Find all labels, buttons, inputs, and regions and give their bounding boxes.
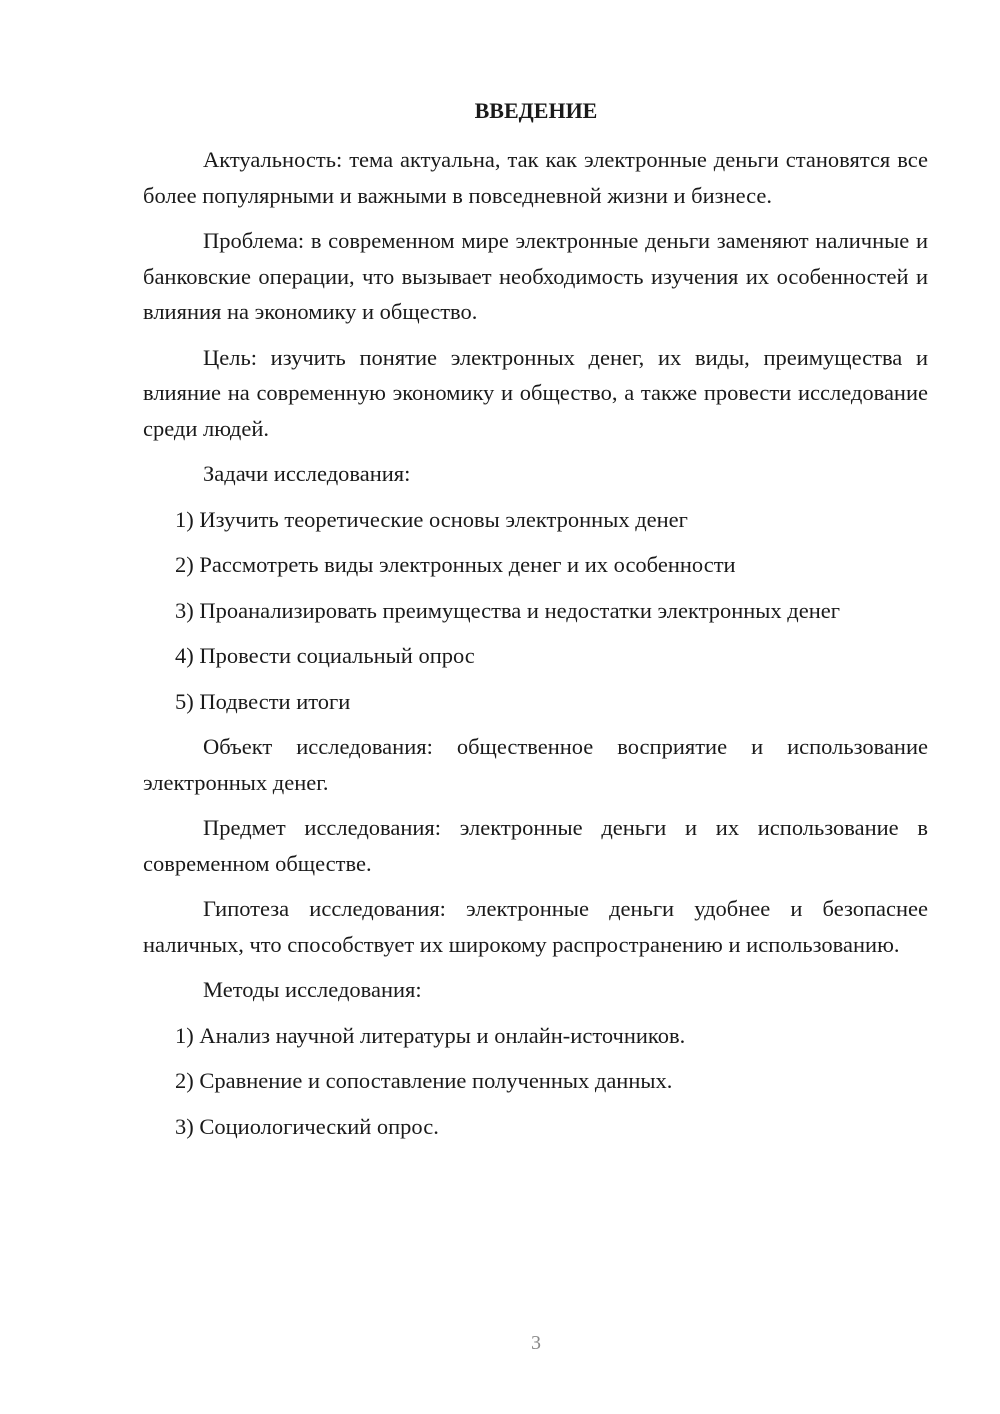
methods-heading: Методы исследования:: [203, 977, 422, 1002]
document-body: [143, 142, 928, 1154]
section-title: ВВЕДЕНИЕ: [474, 98, 598, 123]
object-paragraph: Объект исследования: общественное восприятие и использование электронных денег.: [143, 734, 928, 795]
method-item: 3) Социологический опрос.: [175, 1113, 439, 1139]
task-item: 5) Подвести итоги: [175, 688, 351, 714]
task-item: 3) Проанализировать преимущества и недостатки электронных денег: [175, 597, 840, 623]
page-number: 3: [531, 1332, 541, 1354]
method-item: 1) Анализ научной литературы и онлайн-источников.: [175, 1022, 686, 1048]
relevance-paragraph: Актуальность: тема актуальна, так как электронные деньги становятся все более популярными и важными в повседневной жизни и бизнесе.: [143, 147, 928, 208]
task-item: 1) Изучить теоретические основы электронных денег: [175, 506, 688, 532]
hypothesis-paragraph: Гипотеза исследования: электронные деньги удобнее и безопаснее наличных, что способствует их широкому распространению и использованию.: [143, 896, 928, 957]
task-item: 4) Провести социальный опрос: [175, 643, 475, 668]
subject-paragraph: Предмет исследования: электронные деньги и их использование в современном обществе.: [143, 815, 928, 876]
method-item: 2) Сравнение и сопоставление полученных данных.: [175, 1068, 673, 1093]
tasks-heading: Задачи исследования:: [203, 461, 411, 486]
problem-paragraph: Проблема: в современном мире электронные деньги заменяют наличные и банковские операции, что вызывает необходимость изучения их особенностей и влияния на экономику и общество.: [143, 228, 928, 324]
goal-paragraph: Цель: изучить понятие электронных денег, их виды, преимущества и влияние на современную экономику и общество, а также провести исследование среди людей.: [143, 344, 928, 441]
task-item: 2) Рассмотреть виды электронных денег и их особенности: [175, 552, 736, 577]
